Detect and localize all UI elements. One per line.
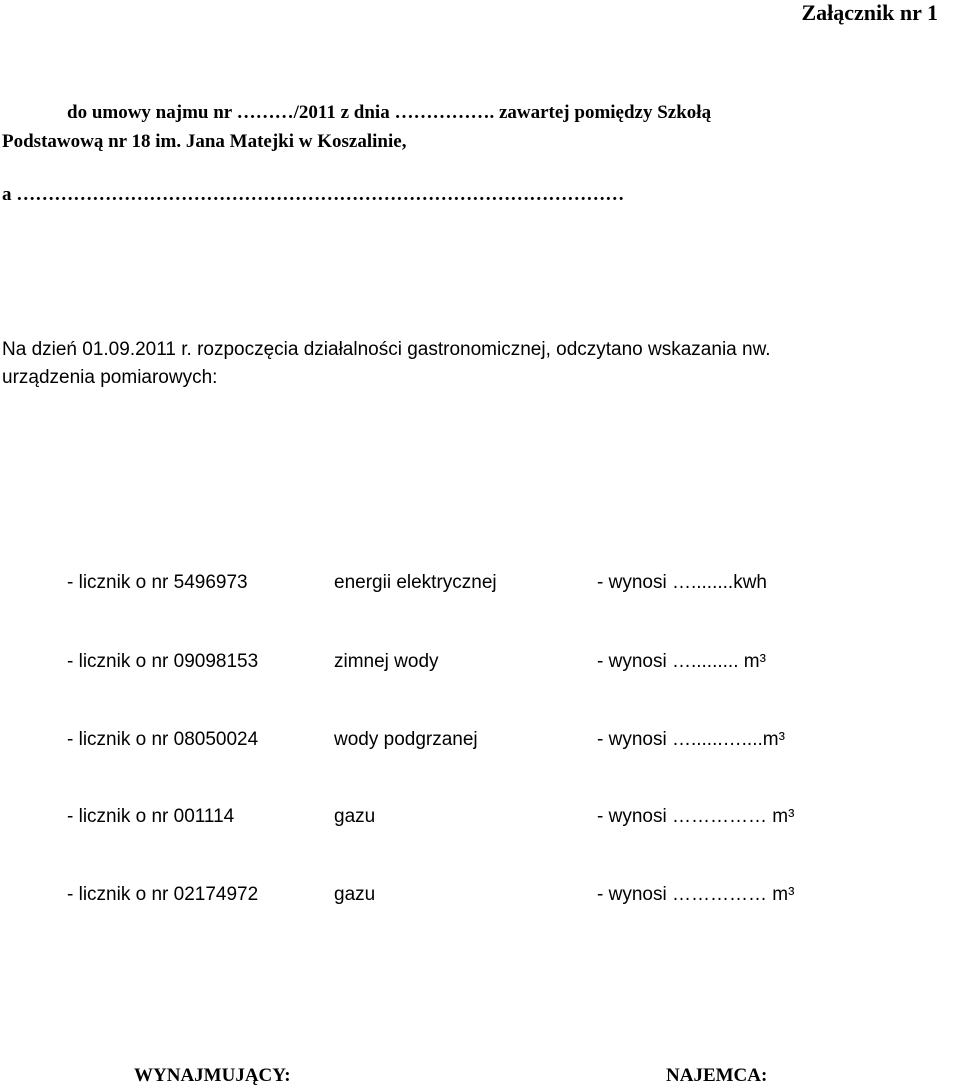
meter-type: energii elektrycznej [334,572,497,593]
contract-reference-line: do umowy najmu nr ………/2011 z dnia ……………. zawartej pomiędzy Szkołą [67,102,712,123]
meter-label: - licznik o nr 001114 [67,806,235,827]
meter-value: - wynosi …………… m³ [597,806,795,827]
meter-value: - wynosi …......... m³ [597,651,766,672]
meter-label: - licznik o nr 08050024 [67,729,259,750]
meter-row-electricity [67,572,947,598]
meter-row-hot-water [67,729,947,755]
meter-row-cold-water [67,651,947,677]
meter-label: - licznik o nr 02174972 [67,884,259,905]
tenant-signature-label: NAJEMCA: [666,1065,768,1086]
meter-type: gazu [334,806,376,827]
meter-row-gas-2 [67,884,947,910]
landlord-signature-label: WYNAJMUJĄCY: [134,1065,291,1086]
meter-type: gazu [334,884,376,905]
meter-value: - wynosi …………… m³ [597,884,795,905]
school-name-line: Podstawową nr 18 im. Jana Matejki w Koszalinie, [2,131,407,152]
meter-label: - licznik o nr 09098153 [67,651,259,672]
reading-statement-line-2: urządzenia pomiarowych: [2,367,218,388]
tenant-party-line: a …………………………………………………………………………………… [2,184,625,205]
meter-value: - wynosi …......…....m³ [597,729,785,750]
meter-row-gas-1 [67,806,947,832]
meter-value: - wynosi …........kwh [597,572,767,593]
meter-type: wody podgrzanej [334,729,478,750]
reading-statement-line-1: Na dzień 01.09.2011 r. rozpoczęcia działalności gastronomicznej, odczytano wskazania nw. [2,339,771,360]
meter-type: zimnej wody [334,651,439,672]
attachment-title: Załącznik nr 1 [801,0,938,25]
meter-label: - licznik o nr 5496973 [67,572,248,593]
